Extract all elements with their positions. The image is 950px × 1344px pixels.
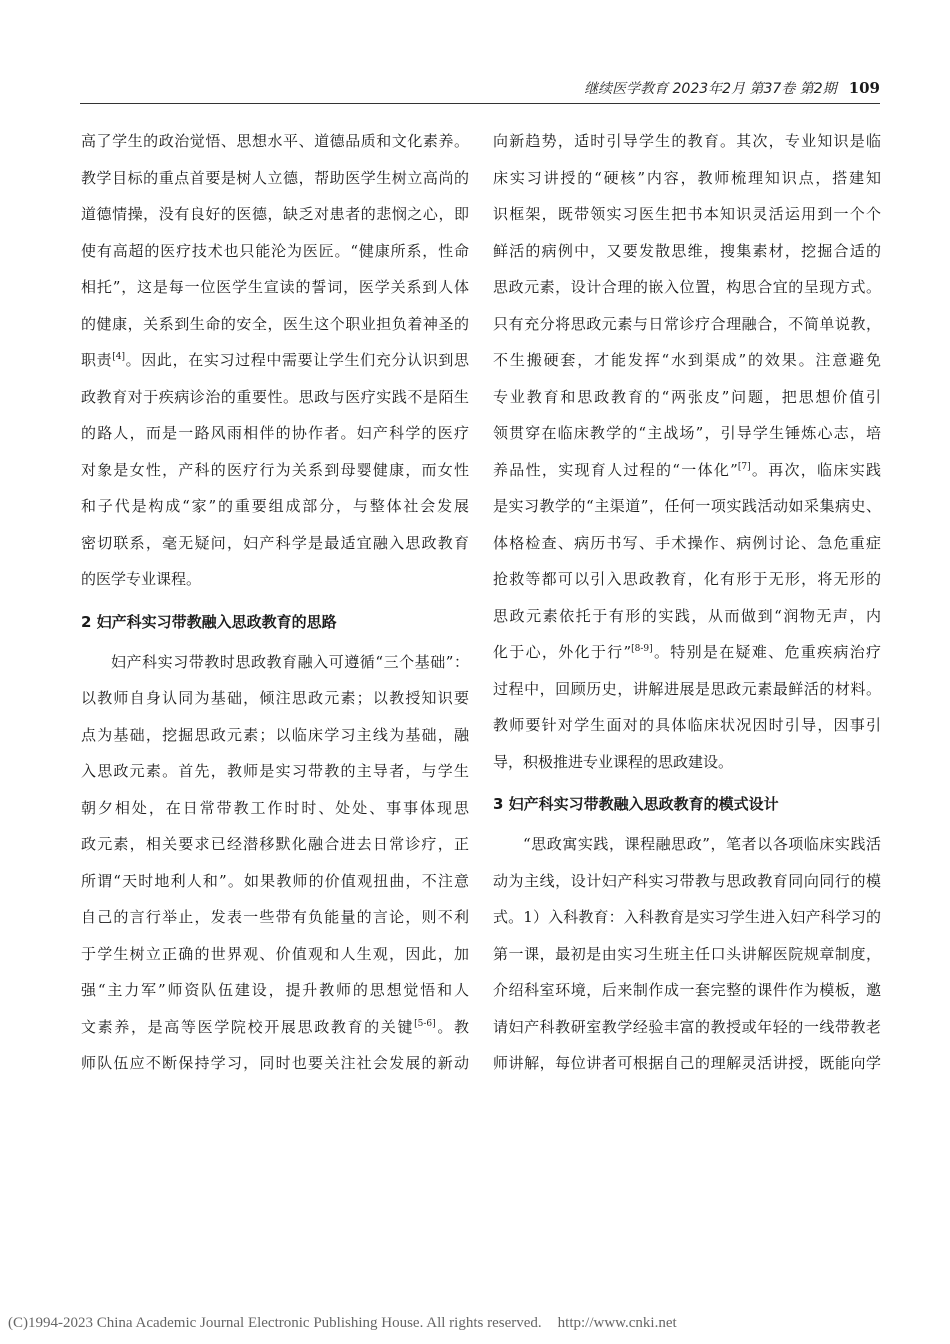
text-line: 师讲解，每位讲者可根据自己的理解灵活讲授，既能向学 <box>493 1054 881 1072</box>
text-line: 的健康，关系到生命的安全，医生这个职业担负着神圣的 <box>81 314 469 333</box>
copyright-text: (C)1994-2023 China Academic Journal Electronic Publishing House. All rights reserved. <box>8 1315 542 1331</box>
text-line: 介绍科室环境，后来制作成一套完整的课件作为模板，邀 <box>493 981 881 999</box>
header-rule <box>80 103 880 104</box>
text-line: 过程中，回顾历史，讲解进展是思政元素最鲜活的材料。 <box>493 679 881 698</box>
section-heading-3: 3 妇产科实习带教融入思政教育的模式设计 <box>493 795 779 813</box>
text-line: 只有充分将思政元素与日常诊疗合理融合，不简单说教， <box>493 314 881 333</box>
text-line: 专业教育和思政教育的“两张皮”问题，把思想价值引 <box>493 387 881 406</box>
text-line: 政教育对于疾病诊治的重要性。思政与医疗实践不是陌生 <box>81 387 469 406</box>
cnki-link[interactable]: http://www.cnki.net <box>557 1315 677 1331</box>
text-line: 思政元素，设计合理的嵌入位置，构思合宜的呈现方式。 <box>493 278 881 296</box>
text-line: 强“主力军”师资队伍建设，提升教师的思想觉悟和人 <box>81 981 469 999</box>
text-line: 请妇产科教研室教学经验丰富的教授或年轻的一线带教老 <box>493 1017 881 1036</box>
text-line: 政元素，相关要求已经潜移默化融合进去日常诊疗，正 <box>81 835 469 853</box>
section-heading-2: 2 妇产科实习带教融入思政教育的思路 <box>81 612 337 631</box>
text-line: 化于心，外化于行”[8-9]。特别是在疑难、危重疾病治疗 <box>493 643 881 661</box>
text-line: 师队伍应不断保持学习，同时也要关注社会发展的新动 <box>81 1054 469 1072</box>
text-line: 朝夕相处，在日常带教工作时时、处处、事事体现思 <box>81 798 469 817</box>
left-column <box>81 123 469 1082</box>
text-line: 向新趋势，适时引导学生的教育。其次，专业知识是临 <box>493 132 881 150</box>
text-line: 入思政元素。首先，教师是实习带教的主导者，与学生 <box>81 762 469 780</box>
text-line: 动为主线，设计妇产科实习带教与思政教育同向同行的模 <box>493 871 881 890</box>
text-line: 的路人，而是一路风雨相伴的协作者。妇产科学的医疗 <box>81 424 469 442</box>
text-line: 抢救等都可以引入思政教育，化有形于无形，将无形的 <box>493 570 881 588</box>
text-line: 妇产科实习带教时思政教育融入可遵循“三个基础”： <box>111 652 469 671</box>
text-line: 文素养，是高等医学院校开展思政教育的关键[5-6]。教 <box>81 1017 469 1036</box>
text-line: 不生搬硬套，才能发挥“水到渠成”的效果。注意避免 <box>493 351 881 369</box>
text-line: 领贯穿在临床教学的“主战场”，引导学生锤炼心志，培 <box>493 424 881 442</box>
text-line: 识框架，既带领实习医生把书本知识灵活运用到一个个 <box>493 205 881 223</box>
page-number: 109 <box>848 79 880 97</box>
text-line: 高了学生的政治觉悟、思想水平、道德品质和文化素养。 <box>81 132 469 150</box>
citation-ref: [4] <box>112 352 126 362</box>
text-line: 第一课，最初是由实习生班主任口头讲解医院规章制度， <box>493 944 881 963</box>
citation-ref: [8-9] <box>631 644 653 654</box>
text-line: 是实习教学的“主渠道”，任何一项实践活动如采集病史、 <box>493 497 881 515</box>
text-line: 密切联系，毫无疑问，妇产科学是最适宜融入思政教育 <box>81 533 469 552</box>
citation-ref: [7] <box>737 461 751 472</box>
text-line: 鲜活的病例中，又要发散思维，搜集素材，挖掘合适的 <box>493 241 881 260</box>
text-line: 养品性，实现育人过程的“一体化”[7]。再次，临床实践 <box>493 460 881 479</box>
text-line: 使有高超的医疗技术也只能沦为医匠。“健康所系，性命 <box>81 241 469 260</box>
running-header <box>584 78 880 98</box>
text-line: 的医学专业课程。 <box>81 570 202 588</box>
text-line: 职责[4]。因此，在实习过程中需要让学生们充分认识到思 <box>81 351 469 369</box>
citation-ref: [5-6] <box>414 1018 436 1029</box>
text-line: 教师要针对学生面对的具体临床状况因时引导，因事引 <box>493 716 881 734</box>
text-line: 道德情操，没有良好的医德，缺乏对患者的悲悯之心，即 <box>81 205 469 223</box>
text-line: 自己的言行举止，发表一些带有负能量的言论，则不利 <box>81 908 469 926</box>
text-line: 思政元素依托于有形的实践，从而做到“润物无声，内 <box>493 606 881 625</box>
text-line: 以教师自身认同为基础，倾注思政元素；以教授知识要 <box>81 689 469 707</box>
text-line: 于学生树立正确的世界观、价值观和人生观，因此，加 <box>81 944 469 963</box>
text-line: 点为基础，挖掘思政元素；以临床学习主线为基础，融 <box>81 725 469 744</box>
right-column <box>493 123 881 1082</box>
text-line: “思政寓实践，课程融思政”，笔者以各项临床实践活 <box>523 835 881 853</box>
text-line: 教学目标的重点首要是树人立德，帮助医学生树立高尚的 <box>81 168 469 187</box>
text-line: 所谓“天时地利人和”。如果教师的价值观扭曲，不注意 <box>81 871 469 890</box>
text-line: 相托”，这是每一位医学生宣读的誓词，医学关系到人体 <box>81 278 469 296</box>
journal-citation: 继续医学教育 2023年2月 第37卷 第2期 <box>584 81 837 97</box>
text-line: 和子代是构成“家”的重要组成部分，与整体社会发展 <box>81 497 469 515</box>
text-line: 对象是女性，产科的医疗行为关系到母婴健康，而女性 <box>81 460 469 479</box>
text-line: 导，积极推进专业课程的思政建设。 <box>493 752 734 771</box>
text-line: 式。1）入科教育：入科教育是实习学生进入妇产科学习的 <box>493 908 881 926</box>
text-line: 床实习讲授的“硬核”内容，教师梳理知识点，搭建知 <box>493 168 881 187</box>
text-line: 体格检查、病历书写、手术操作、病例讨论、急危重症 <box>493 533 881 552</box>
copyright-footer <box>8 1315 677 1332</box>
